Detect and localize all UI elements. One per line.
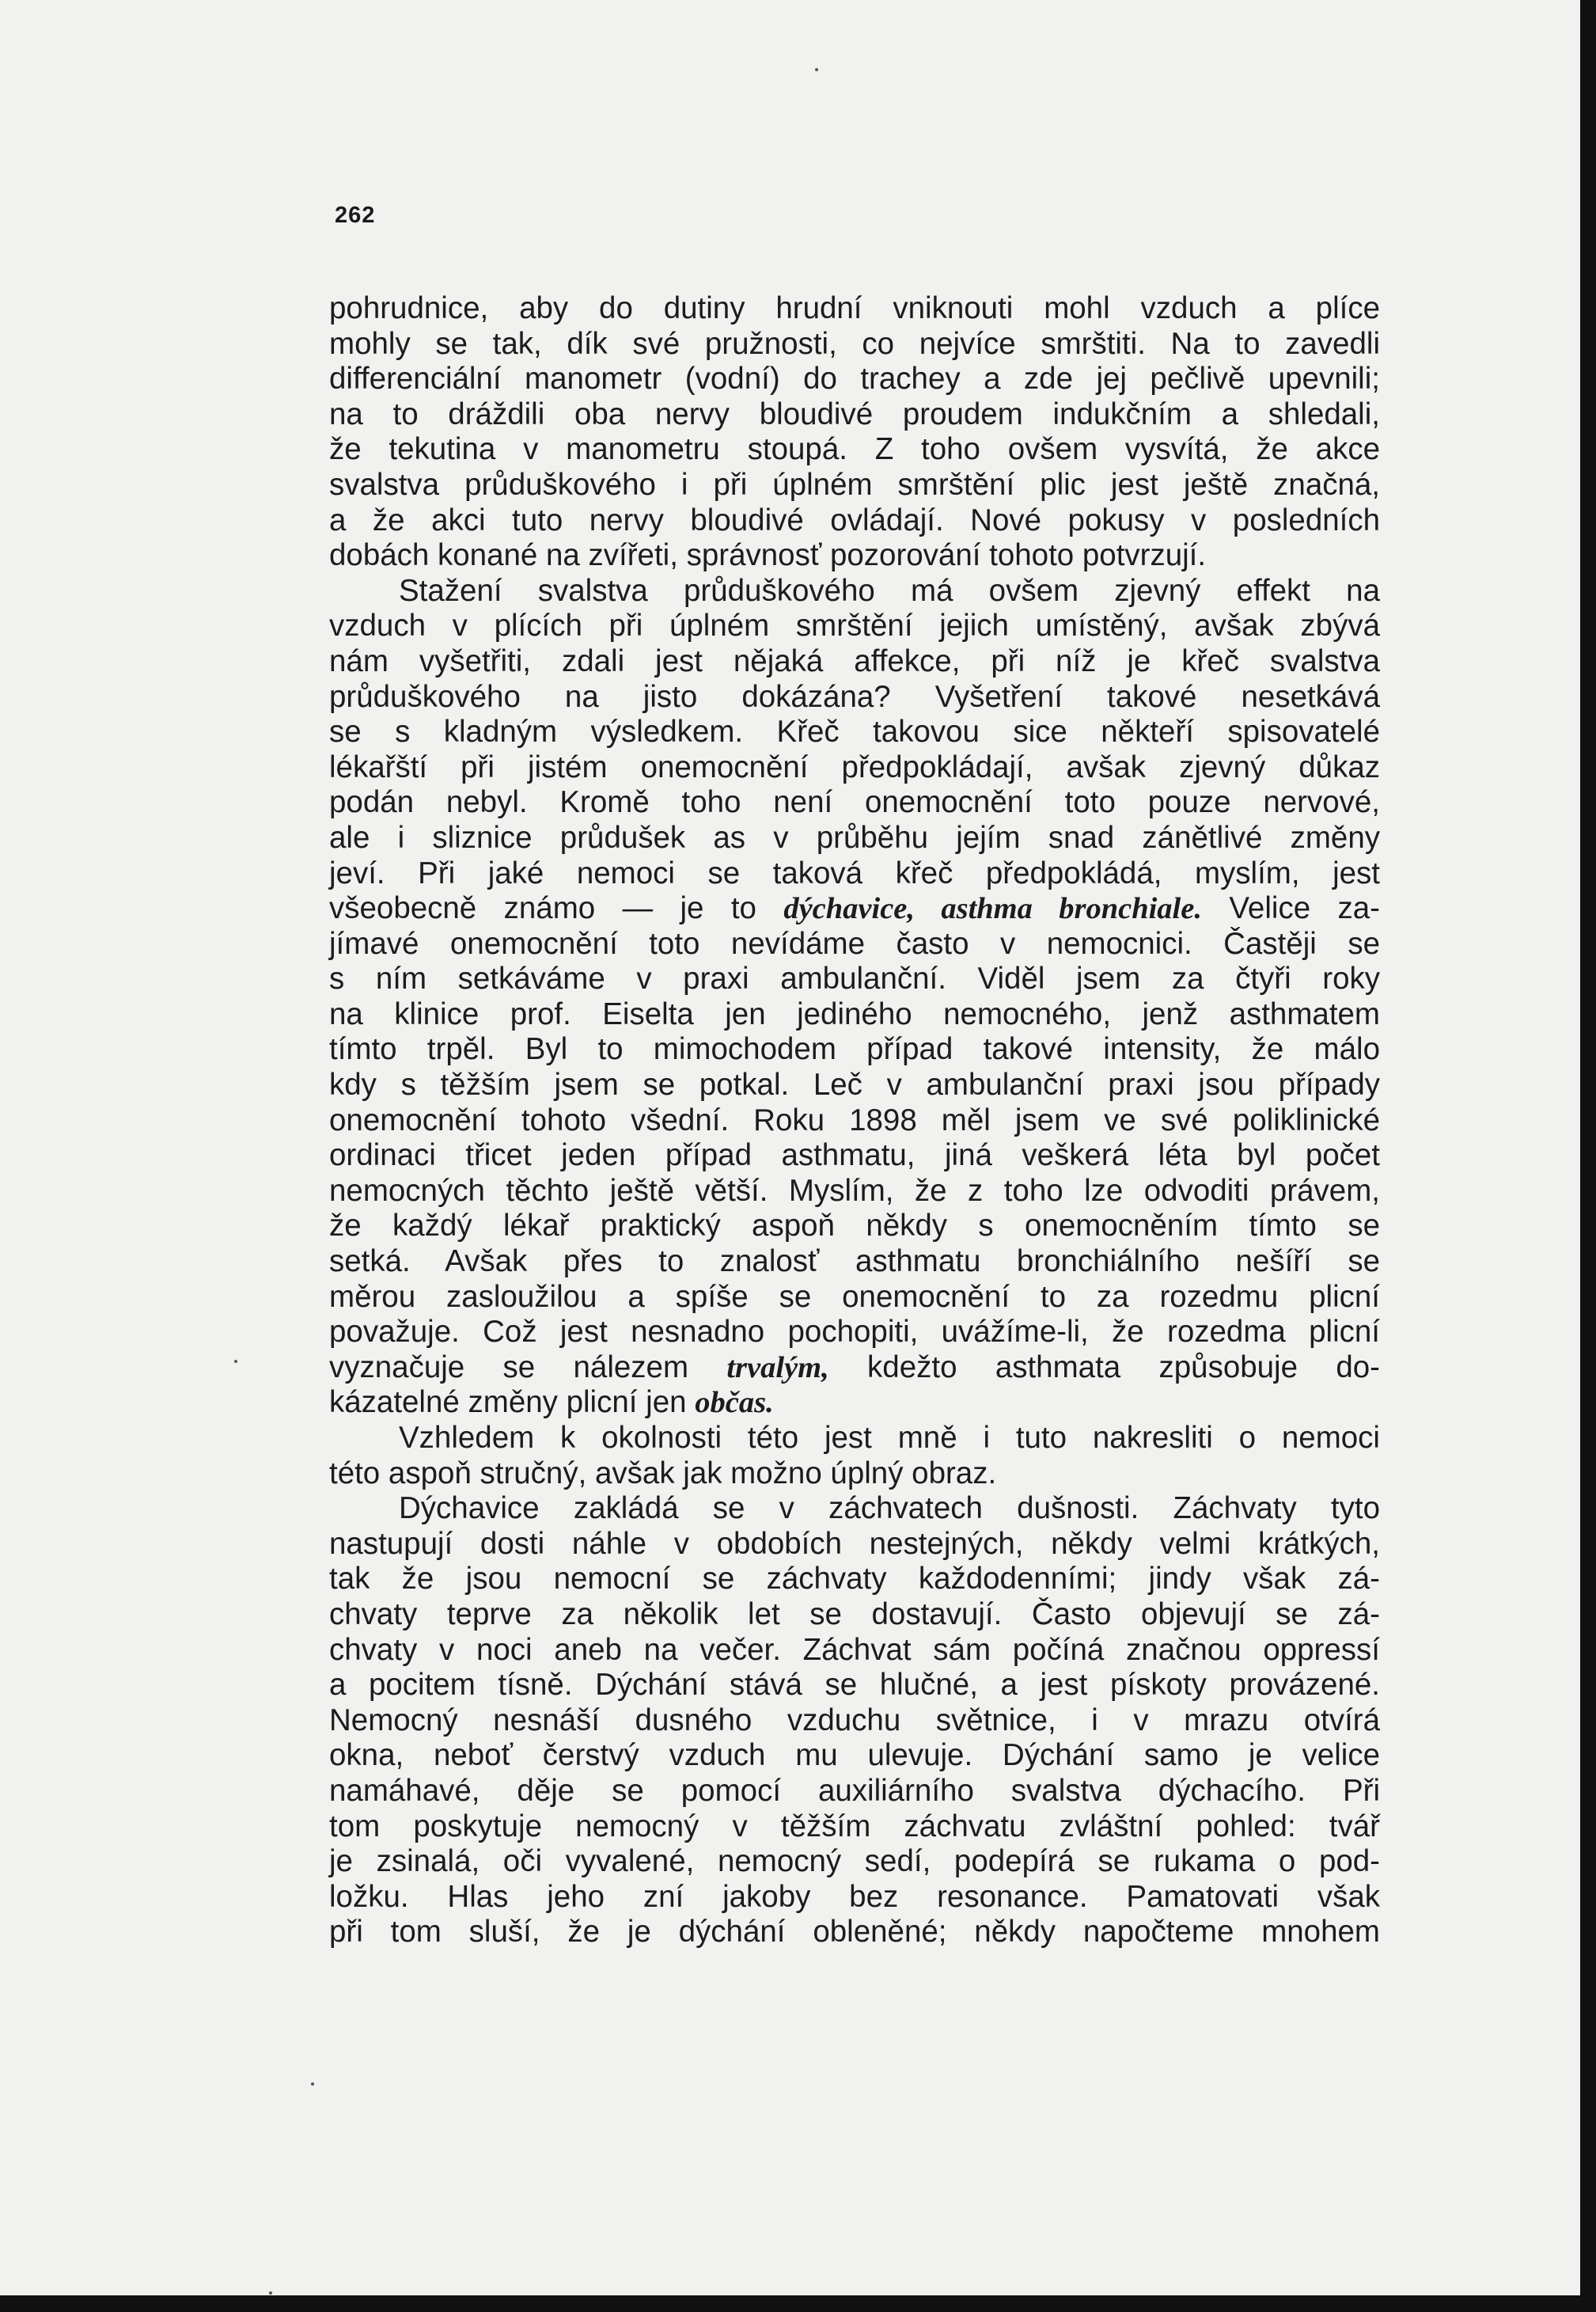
text-line: nemocných těchto ještě větší. Myslím, že z toho lze odvoditi právem,	[329, 1173, 1380, 1208]
text-line: nastupují dosti náhle v obdobích nestejných, někdy velmi krátkých,	[329, 1526, 1380, 1561]
text-line: a pocitem tísně. Dýchání stává se hlučné, a jest pískoty provázené.	[329, 1668, 1380, 1703]
text-line: považuje. Což jest nesnadno pochopiti, uvážíme-li, že rozedma plicní	[329, 1315, 1380, 1350]
text-segment: Velice za-	[1201, 891, 1380, 926]
scan-border-bottom	[0, 2295, 1596, 2312]
text-line: jeví. Při jaké nemoci se taková křeč předpokládá, myslím, jest	[329, 856, 1380, 890]
text-line: jímavé onemocnění toto nevídáme často v nemocnici. Častěji se	[329, 926, 1380, 961]
text-segment: kdežto asthmata způsobuje do-	[828, 1350, 1380, 1384]
text-line: je zsinalá, oči vyvalené, nemocný sedí, podepírá se rukama o pod-	[329, 1844, 1380, 1879]
text-line: differenciální manometr (vodní) do trachey a zde jej pečlivě upevnili;	[329, 362, 1380, 397]
text-line: že každý lékař praktický aspoň někdy s onemocněním tímto se	[329, 1209, 1380, 1243]
text-line: Nemocný nesnáší dusného vzduchu světnice, i v mrazu otvírá	[329, 1703, 1380, 1737]
text-line: při tom sluší, že je dýchání obleněné; někdy napočteme mnohem	[329, 1915, 1380, 1949]
text-line: tak že jsou nemocní se záchvaty každodenními; jindy však zá-	[329, 1562, 1380, 1596]
text-segment: vyznačuje se nálezem	[329, 1350, 727, 1384]
text-line	[329, 1385, 1380, 1421]
text-line	[329, 891, 1380, 927]
text-line: Dýchavice zakládá se v záchvatech dušnosti. Záchvaty tyto	[399, 1491, 1380, 1526]
text-segment: kázatelné změny plicní jen	[329, 1385, 696, 1420]
scan-speck	[234, 1360, 237, 1363]
text-line: ordinaci třicet jeden případ asthmatu, jiná veškerá léta byl počet	[329, 1138, 1380, 1173]
text-line: vzduch v plících při úplném smrštění jejich umístěný, avšak zbývá	[329, 609, 1380, 643]
text-line: na to dráždili oba nervy bloudivé proudem indukčním a shledali,	[329, 397, 1380, 431]
text-line: ložku. Hlas jeho zní jakoby bez resonance. Pamatovati však	[329, 1879, 1380, 1914]
text-line: průduškového na jisto dokázána? Vyšetření takové nesetkává	[329, 679, 1380, 714]
text-line	[329, 1350, 1380, 1386]
text-line: ale i sliznice průdušek as v průběhu jejím snad zánětlivé změny	[329, 820, 1380, 855]
text-line: kdy s těžším jsem se potkal. Leč v ambulanční praxi jsou případy	[329, 1068, 1380, 1103]
text-line: na klinice prof. Eiselta jen jediného nemocného, jenž asthmatem	[329, 997, 1380, 1031]
italic-term: trvalým,	[726, 1350, 829, 1384]
text-line: tímto trpěl. Byl to mimochodem případ takové intensity, že málo	[329, 1032, 1380, 1067]
text-line: podán nebyl. Kromě toho není onemocnění toto pouze nervové,	[329, 785, 1380, 820]
text-line: chvaty teprve za několik let se dostavují. Často objevují se zá-	[329, 1596, 1380, 1631]
italic-term: občas.	[695, 1386, 774, 1420]
italic-term: dýchavice, asthma bronchiale.	[783, 892, 1202, 926]
text-line: pohrudnice, aby do dutiny hrudní vniknouti mohl vzduch a plíce	[329, 291, 1380, 325]
text-line: dobách konané na zvířeti, správnosť pozorování tohoto potvrzují.	[329, 538, 1207, 573]
text-line: nám vyšetřiti, zdali jest nějaká affekce, při níž je křeč svalstva	[329, 643, 1380, 678]
scan-speck	[269, 2291, 272, 2295]
page-number: 262	[335, 203, 376, 228]
body-text	[329, 291, 1380, 1950]
text-line: se s kladným výsledkem. Křeč takovou sice někteří spisovatelé	[329, 715, 1380, 750]
text-line: Vzhledem k okolnosti této jest mně i tuto nakresliti o nemoci	[399, 1421, 1380, 1455]
text-line: s ním setkáváme v praxi ambulanční. Viděl jsem za čtyři roky	[329, 962, 1380, 997]
text-line: že tekutina v manometru stoupá. Z toho ovšem vysvítá, že akce	[329, 432, 1380, 467]
text-line: měrou zasloužilou a spíše se onemocnění to za rozedmu plicní	[329, 1279, 1380, 1314]
text-line: mohly se tak, dík své pružnosti, co nejvíce smrštiti. Na to zavedli	[329, 326, 1380, 361]
scan-border-right	[1580, 0, 1596, 2312]
text-line: a že akci tuto nervy bloudivé ovládají. Nové pokusy v posledních	[329, 503, 1380, 537]
scan-speck	[815, 68, 818, 71]
text-line: onemocnění tohoto všední. Roku 1898 měl jsem ve své poliklinické	[329, 1103, 1380, 1137]
text-line: namáhavé, děje se pomocí auxiliárního svalstva dýchacího. Při	[329, 1773, 1380, 1808]
text-line: okna, neboť čerstvý vzduch mu ulevuje. Dýchání samo je velice	[329, 1738, 1380, 1773]
text-line: chvaty v noci aneb na večer. Záchvat sám počíná značnou oppressí	[329, 1632, 1380, 1667]
text-line: svalstva průduškového i při úplném smrštění plic jest ještě značná,	[329, 467, 1380, 502]
text-line: lékařští při jistém onemocnění předpokládají, avšak zjevný důkaz	[329, 750, 1380, 784]
text-line: Stažení svalstva průduškového má ovšem zjevný effekt na	[399, 573, 1380, 608]
scan-speck	[311, 2082, 314, 2086]
text-line: setká. Avšak přes to znalosť asthmatu bronchiálního nešíří se	[329, 1244, 1380, 1279]
text-segment: všeobecně známo — je to	[329, 891, 784, 926]
text-line: tom poskytuje nemocný v těžším záchvatu zvláštní pohled: tvář	[329, 1809, 1380, 1843]
text-line: této aspoň stručný, avšak jak možno úplný obraz.	[329, 1456, 997, 1490]
